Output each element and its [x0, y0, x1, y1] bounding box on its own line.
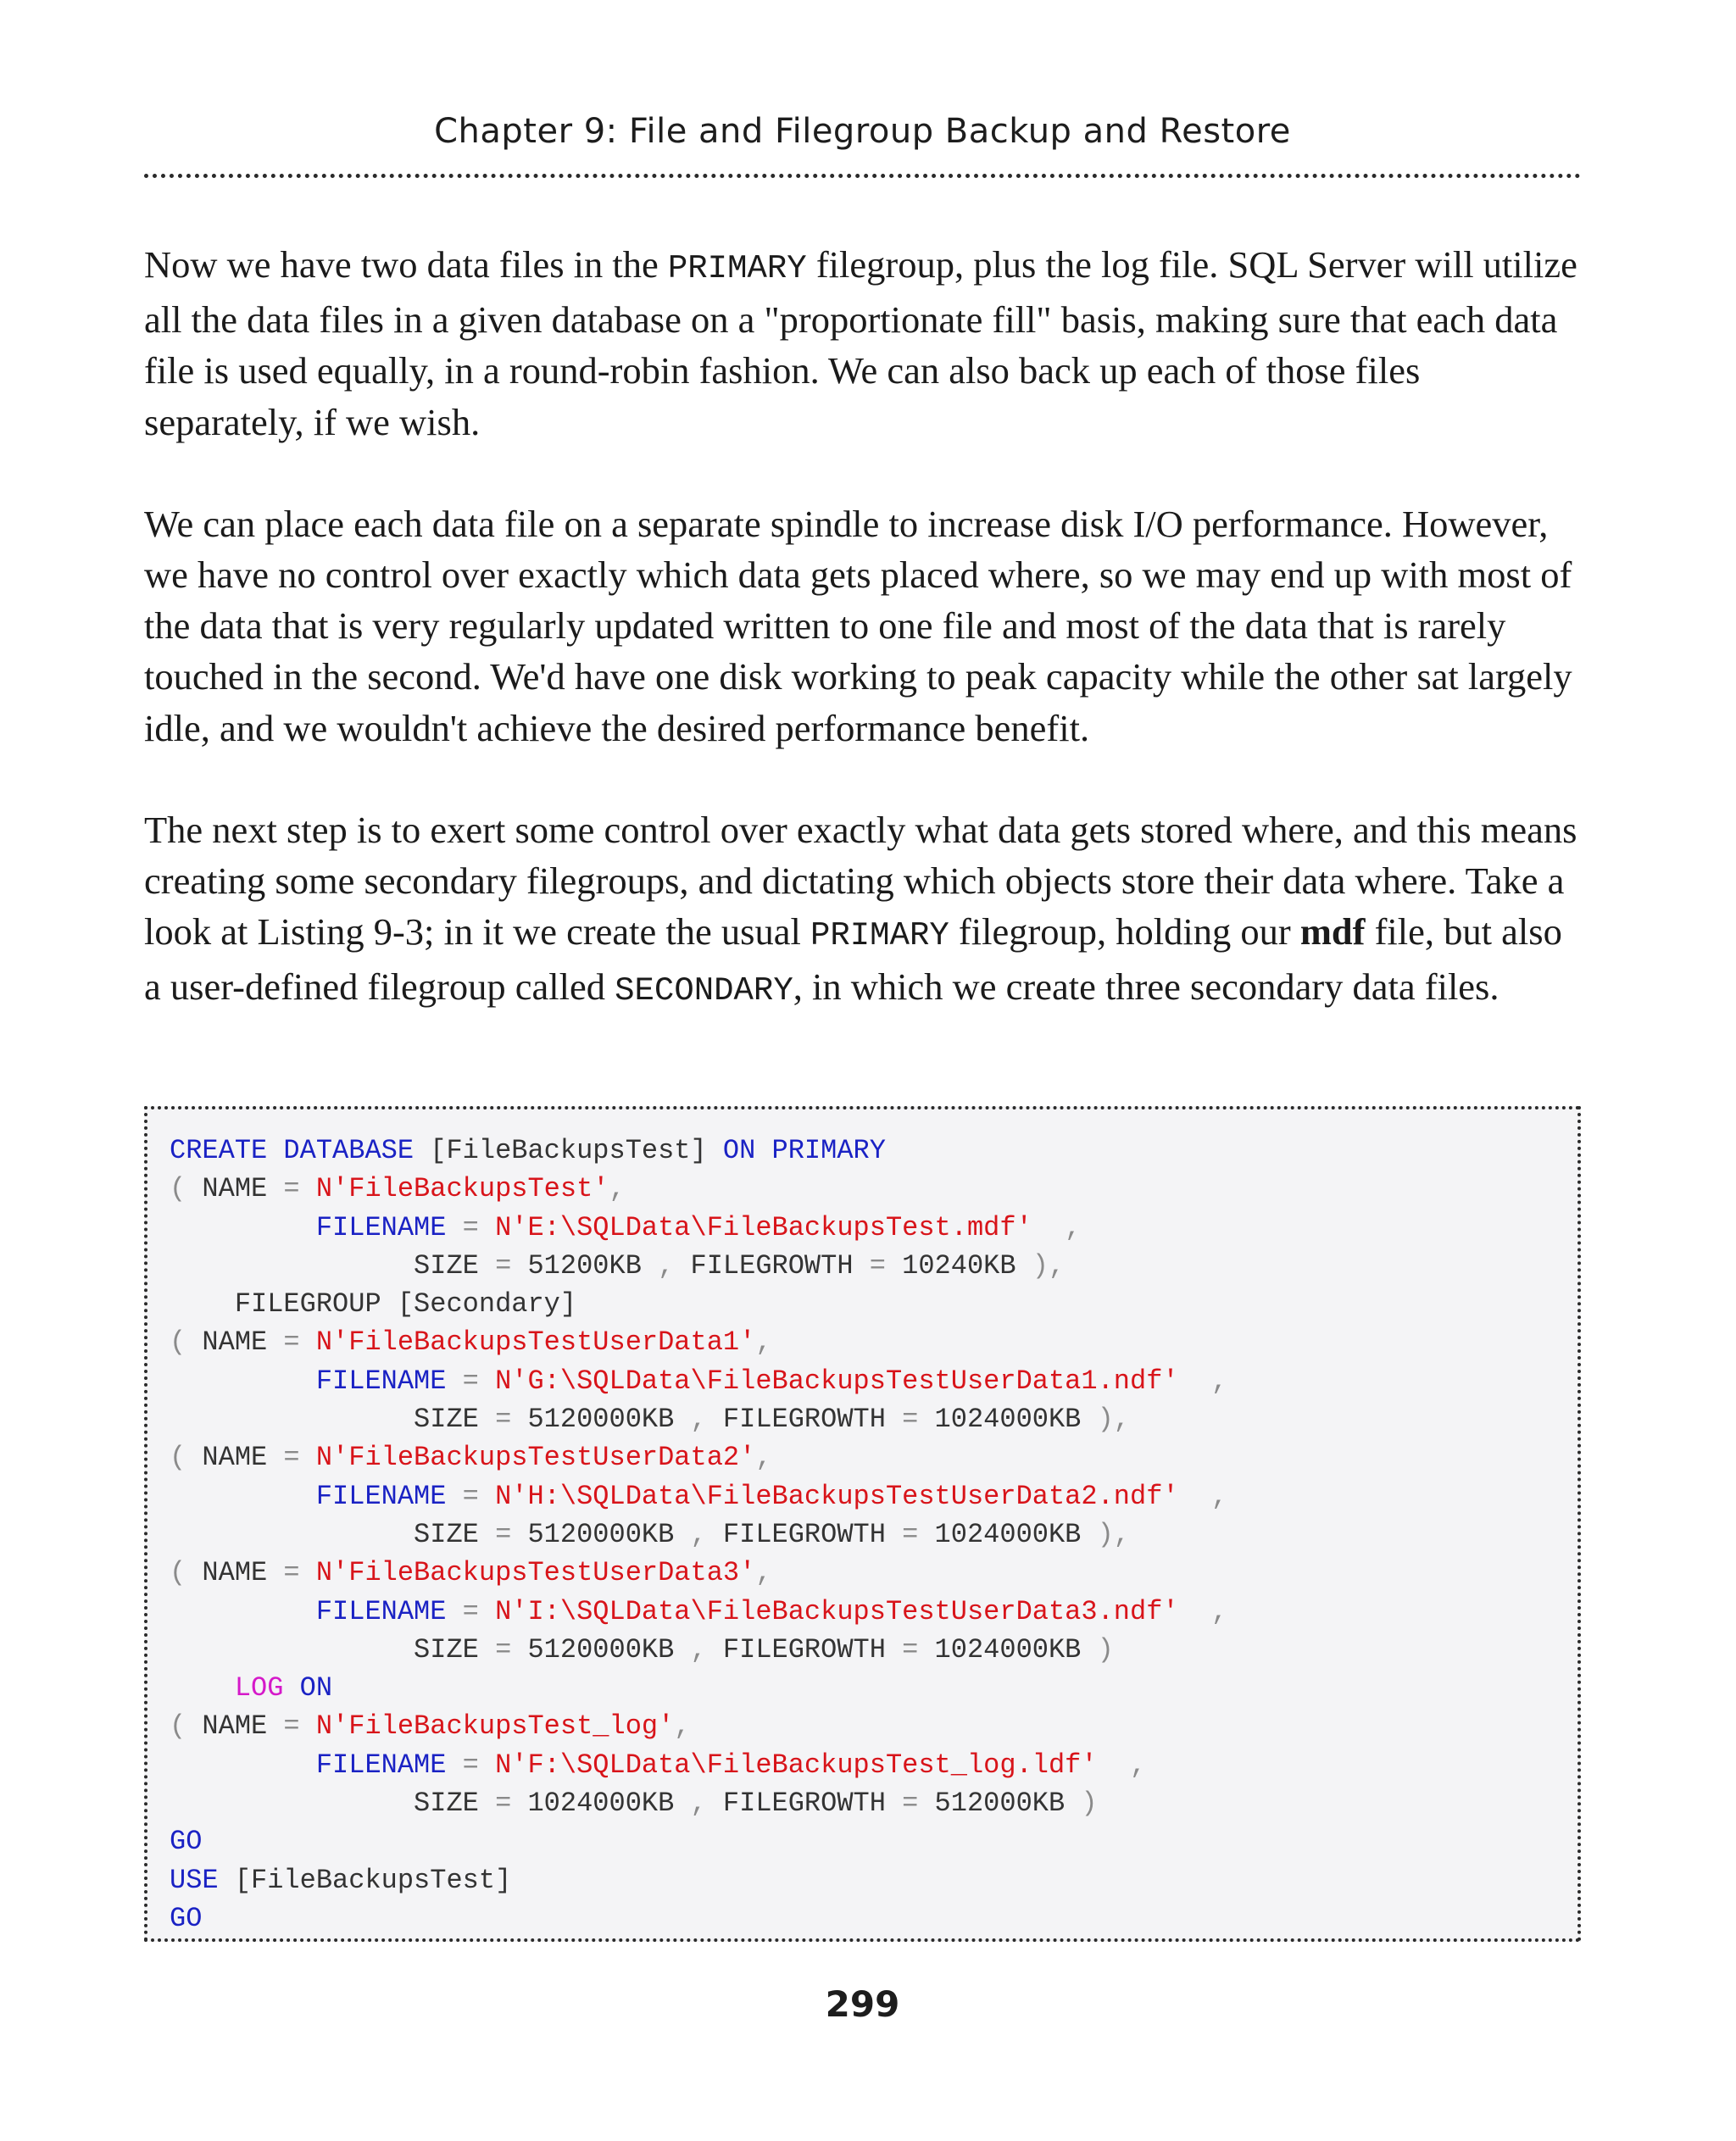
- code-token: =: [283, 1173, 316, 1205]
- code-token: =: [495, 1404, 528, 1436]
- code-token: ): [1081, 1788, 1098, 1820]
- code-token: =: [446, 1595, 496, 1627]
- code-line: [170, 1669, 1227, 1707]
- code-token: FILEGROWTH: [722, 1404, 903, 1436]
- code-token: USE: [170, 1864, 219, 1896]
- code-token: =: [446, 1480, 496, 1512]
- code-token: [170, 1481, 316, 1512]
- code-token: N'FileBackupsTest': [315, 1173, 609, 1205]
- code-line: [170, 1746, 1227, 1784]
- code-token: =: [283, 1442, 316, 1474]
- code-token: N'F:\SQLData\FileBackupsTest_log.ldf': [495, 1749, 1098, 1781]
- body-text: [144, 239, 1585, 1068]
- code-token: =: [902, 1404, 935, 1436]
- code-token: =: [446, 1365, 496, 1397]
- code-token: N'FileBackupsTestUserData2': [315, 1442, 756, 1474]
- code-token: 1024000KB: [934, 1633, 1098, 1666]
- code-line: [170, 1707, 1227, 1745]
- code-token: (: [170, 1442, 203, 1474]
- code-token: GO: [170, 1826, 203, 1858]
- code-token: =: [446, 1749, 496, 1781]
- code-token: [170, 1212, 316, 1243]
- code-line: [170, 1400, 1227, 1438]
- code-token: ,: [1032, 1211, 1082, 1243]
- paragraph: [144, 498, 1585, 754]
- code-token: FILENAME: [315, 1595, 447, 1627]
- code-token: 5120000KB: [527, 1404, 691, 1436]
- code-token: ): [1097, 1633, 1114, 1666]
- code-token: ,: [1178, 1365, 1228, 1397]
- code-token: ,: [690, 1788, 723, 1820]
- code-token: ,: [690, 1404, 723, 1436]
- code-line: [170, 1362, 1227, 1400]
- text-run: We can place each data file on a separate spindle to increase disk I/O performance. However, we have no control over exactly which data gets placed where, so we may end up with most of the data that is very regularly updated written to one file and most of the data that is rarely touched in the second. We'd have one disk working to peak capacity while the other sat largely idle, and we wouldn't achieve the desired performance benefit.: [144, 502, 1572, 749]
- paragraph: [144, 239, 1585, 448]
- code-token: FILEGROWTH: [722, 1633, 903, 1666]
- code-line: [170, 1554, 1227, 1592]
- code-token: ,: [1178, 1595, 1228, 1627]
- code-token: NAME: [202, 1710, 284, 1743]
- text-run: filegroup, plus the log file. SQL Server will utilize all the data files in a given database on a "proportionate fill" basis, making sure that each data file is used equally, in a round-robin fashion. We can also back up each of those files separately, if we wish.: [144, 243, 1577, 443]
- code-token: =: [283, 1710, 316, 1743]
- chapter-header: Chapter 9: File and Filegroup Backup and Restore: [434, 112, 1291, 151]
- code-token: ,: [1097, 1749, 1147, 1781]
- text-run: , in which we create three secondary data files.: [793, 965, 1500, 1009]
- inline-code: PRIMARY: [810, 917, 949, 955]
- text-run: file, but also a user-defined filegroup called: [144, 910, 1562, 1009]
- code-token: =: [902, 1518, 935, 1550]
- code-token: FILEGROWTH: [722, 1518, 903, 1550]
- code-line: [170, 1323, 1227, 1361]
- code-token: (: [170, 1173, 203, 1205]
- code-token: =: [495, 1788, 528, 1820]
- code-token: N'I:\SQLData\FileBackupsTestUserData3.ndf': [495, 1595, 1179, 1627]
- paragraph: [144, 804, 1585, 1017]
- code-token: ,: [658, 1249, 691, 1282]
- code-token: NAME: [202, 1326, 284, 1359]
- text-run: filegroup, holding our: [949, 910, 1300, 954]
- code-token: FILENAME: [315, 1749, 447, 1781]
- code-token: 1024000KB: [934, 1518, 1098, 1550]
- code-token: ,: [755, 1442, 772, 1474]
- text-run: Now we have two data files in the: [144, 243, 668, 286]
- code-line: [170, 1593, 1227, 1631]
- code-token: =: [495, 1518, 528, 1550]
- code-token: SIZE: [170, 1788, 496, 1820]
- code-token: [170, 1749, 316, 1781]
- code-line: [170, 1515, 1227, 1554]
- code-token: FILENAME: [315, 1365, 447, 1397]
- code-token: LOG: [234, 1672, 284, 1704]
- code-token: FILENAME: [315, 1211, 447, 1243]
- code-line: [170, 1899, 1227, 1938]
- code-token: ,: [609, 1173, 626, 1205]
- code-token: ,: [690, 1633, 723, 1666]
- code-token: =: [869, 1249, 903, 1282]
- code-token: ,: [755, 1326, 772, 1359]
- code-token: N'FileBackupsTestUserData1': [315, 1326, 756, 1359]
- bold-text: mdf: [1299, 910, 1366, 954]
- code-token: FILEGROWTH: [722, 1788, 903, 1820]
- code-line: [170, 1285, 1227, 1323]
- code-token: ,: [755, 1557, 772, 1589]
- code-token: GO: [170, 1902, 203, 1934]
- code-token: =: [902, 1633, 935, 1666]
- code-token: SIZE: [170, 1249, 496, 1282]
- code-token: [FileBackupsTest]: [414, 1135, 723, 1166]
- code-token: FILEGROWTH: [690, 1249, 870, 1282]
- code-token: 51200KB: [527, 1249, 659, 1282]
- code-token: 5120000KB: [527, 1518, 691, 1550]
- code-token: N'FileBackupsTestUserData3': [315, 1557, 756, 1589]
- code-token: N'H:\SQLData\FileBackupsTestUserData2.ndf': [495, 1480, 1179, 1512]
- code-token: ),: [1032, 1249, 1066, 1282]
- code-line: [170, 1132, 1227, 1170]
- code-token: NAME: [202, 1557, 284, 1589]
- code-token: (: [170, 1326, 203, 1359]
- code-token: (: [170, 1710, 203, 1743]
- code-token: SIZE: [170, 1518, 496, 1550]
- code-line: [170, 1247, 1227, 1285]
- code-token: N'FileBackupsTest_log': [315, 1710, 675, 1743]
- code-token: SIZE: [170, 1633, 496, 1666]
- code-token: =: [283, 1557, 316, 1589]
- code-listing: [170, 1132, 1227, 1938]
- code-token: ),: [1097, 1404, 1130, 1436]
- code-token: (: [170, 1557, 203, 1589]
- inline-code: PRIMARY: [667, 250, 807, 287]
- code-token: =: [446, 1211, 496, 1243]
- code-token: NAME: [202, 1173, 284, 1205]
- code-token: ),: [1097, 1518, 1130, 1550]
- code-token: 1024000KB: [527, 1788, 691, 1820]
- code-line: [170, 1438, 1227, 1476]
- code-line: [170, 1784, 1227, 1822]
- code-token: ON PRIMARY: [722, 1135, 886, 1166]
- code-line: [170, 1822, 1227, 1860]
- code-token: ,: [674, 1710, 691, 1743]
- code-token: [FileBackupsTest]: [218, 1864, 512, 1896]
- code-token: ,: [1178, 1480, 1228, 1512]
- code-listing-box: [144, 1106, 1581, 1942]
- code-line: [170, 1170, 1227, 1208]
- code-token: CREATE DATABASE: [170, 1135, 415, 1166]
- code-line: [170, 1631, 1227, 1669]
- code-token: 10240KB: [902, 1249, 1032, 1282]
- code-token: [170, 1365, 316, 1397]
- code-token: [283, 1672, 299, 1704]
- code-line: [170, 1209, 1227, 1247]
- header-divider: [144, 174, 1581, 178]
- code-token: N'E:\SQLData\FileBackupsTest.mdf': [495, 1211, 1032, 1243]
- code-token: =: [902, 1788, 935, 1820]
- code-token: [170, 1596, 316, 1627]
- code-token: FILEGROUP [Secondary]: [170, 1288, 577, 1321]
- code-token: 512000KB: [934, 1788, 1082, 1820]
- code-token: FILENAME: [315, 1480, 447, 1512]
- code-token: 1024000KB: [934, 1404, 1098, 1436]
- code-token: NAME: [202, 1442, 284, 1474]
- code-line: [170, 1861, 1227, 1899]
- code-token: ON: [299, 1672, 333, 1704]
- code-token: SIZE: [170, 1404, 496, 1436]
- page-number: 299: [825, 1983, 900, 2025]
- code-token: 5120000KB: [527, 1633, 691, 1666]
- code-token: =: [495, 1633, 528, 1666]
- inline-code: SECONDARY: [615, 972, 793, 1010]
- code-token: =: [283, 1326, 316, 1359]
- code-token: [170, 1672, 235, 1704]
- text-run: The next step is to exert some control over exactly what data gets stored where, and this means creating some secondary filegroups, and dictating which objects store their data where. Take a look at Listing 9-3; in it we create the usual: [144, 808, 1577, 954]
- code-line: [170, 1477, 1227, 1515]
- code-token: ,: [690, 1518, 723, 1550]
- code-token: =: [495, 1249, 528, 1282]
- code-token: N'G:\SQLData\FileBackupsTestUserData1.ndf': [495, 1365, 1179, 1397]
